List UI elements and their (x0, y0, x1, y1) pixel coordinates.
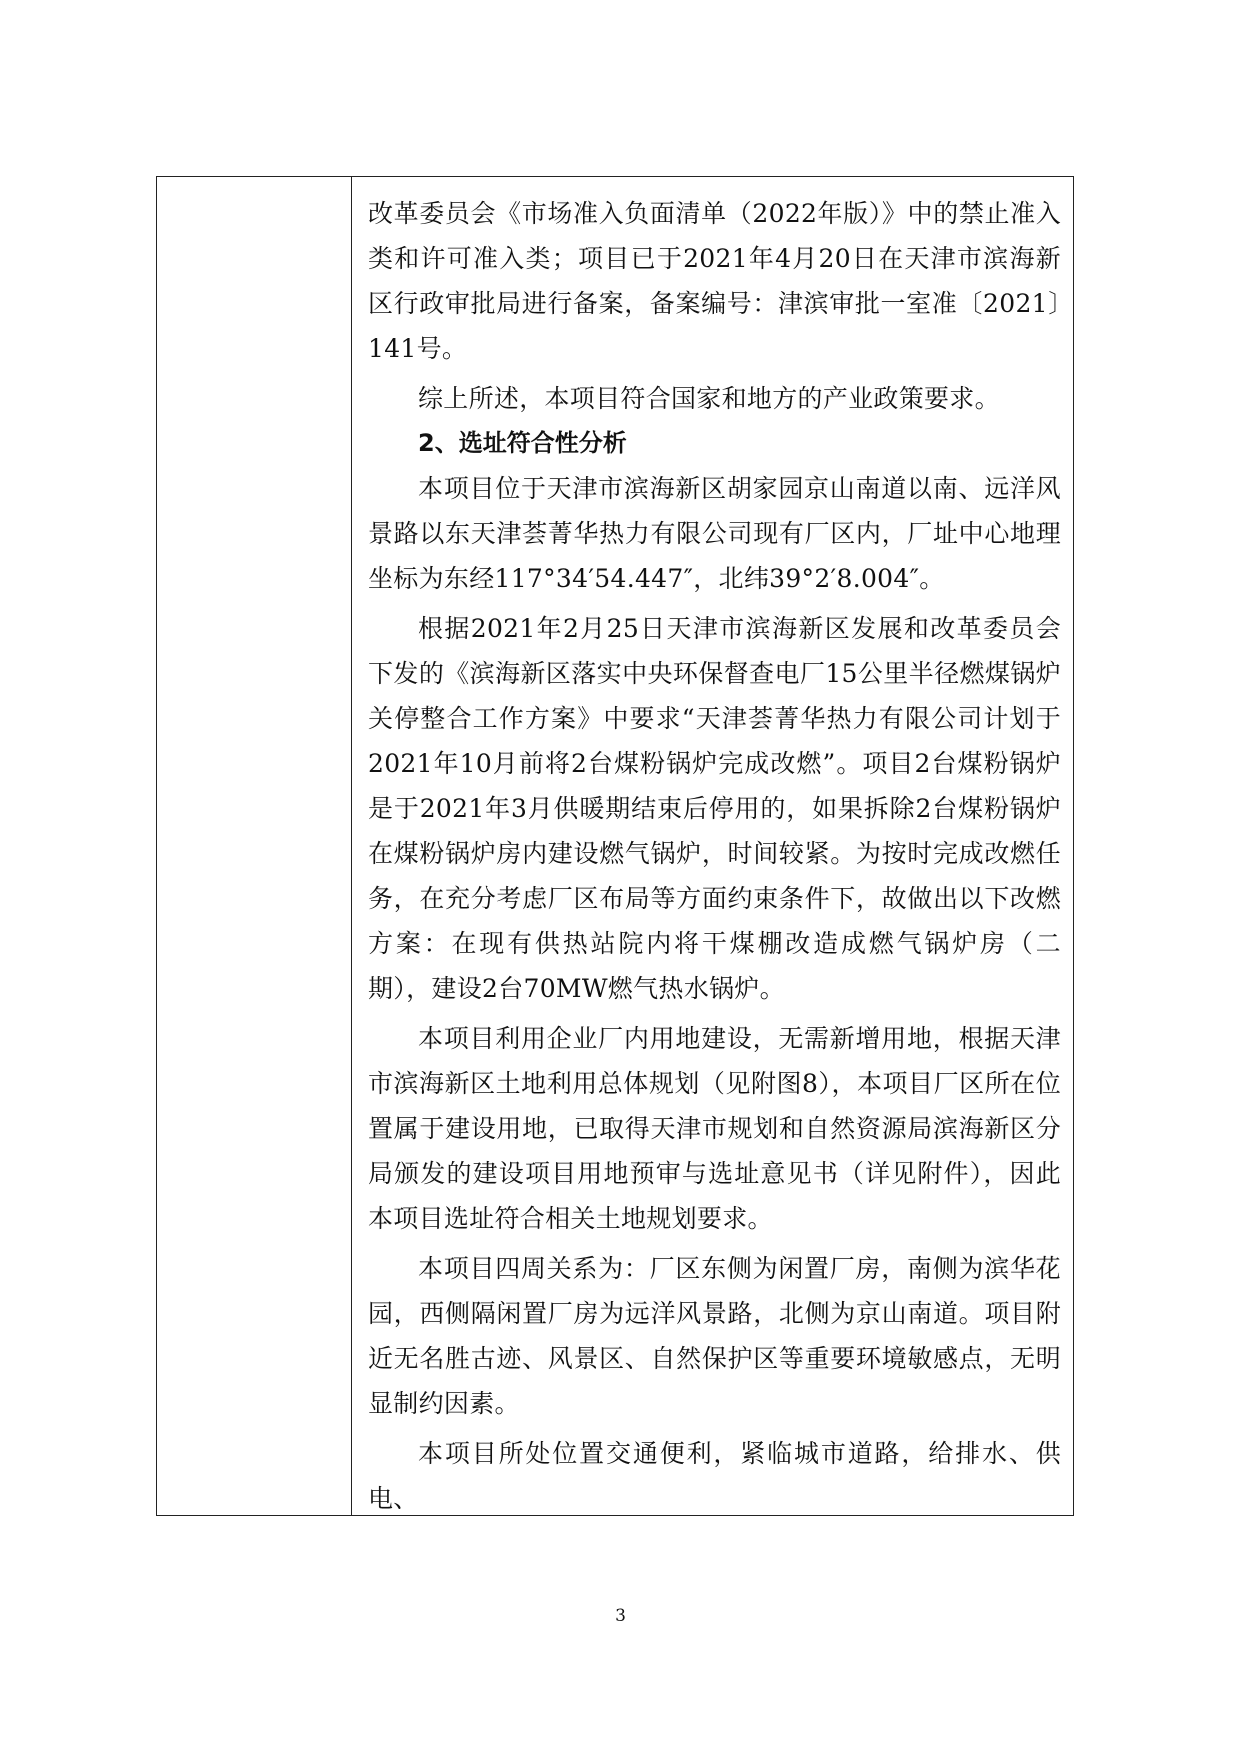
paragraph-surroundings: 本项目四周关系为：厂区东侧为闲置厂房，南侧为滨华花园，西侧隔闲置厂房为远洋风景路，北侧为京山南道。项目附近无名胜古迹、风景区、自然保护区等重要环境敏感点，无明显制约因素。 (368, 1254, 1061, 1418)
paragraph-land-use: 本项目利用企业厂内用地建设，无需新增用地，根据天津市滨海新区土地利用总体规划（见附图8），本项目厂区所在位置属于建设用地，已取得天津市规划和自然资源局滨海新区分局颁发的建设项目用地预审与选址意见书（详见附件），因此本项目选址符合相关土地规划要求。 (368, 1024, 1061, 1233)
page-number: 3 (615, 1606, 626, 1626)
table-label-cell (157, 177, 352, 1515)
paragraph-conversion-plan: 根据2021年2月25日天津市滨海新区发展和改革委员会下发的《滨海新区落实中央环保督查电厂15公里半径燃煤锅炉关停整合工作方案》中要求“天津荟菁华热力有限公司计划于2021年10月前将2台煤粉锅炉完成改燃”。项目2台煤粉锅炉是于2021年3月供暖期结束后停用的，如果拆除2台煤粉锅炉在煤粉锅炉房内建设燃气锅炉，时间较紧。为按时完成改燃任务，在充分考虑厂区布局等方面约束条件下，故做出以下改燃方案：在现有供热站院内将干煤棚改造成燃气锅炉房（二期），建设2台70MW燃气热水锅炉。 (368, 614, 1061, 1003)
paragraph-policy-continuation: 改革委员会《市场准入负面清单（2022年版）》中的禁止准入类和许可准入类；项目已于2021年4月20日在天津市滨海新区行政审批局进行备案，备案编号：津滨审批一室准〔2021〕141号。 (368, 199, 1061, 363)
paragraph-transportation: 本项目所处位置交通便利，紧临城市道路，给排水、供电、 (368, 1439, 1061, 1513)
table-content-cell (352, 177, 1073, 1515)
content-table (156, 176, 1074, 1516)
paragraph-policy-conclusion: 综上所述，本项目符合国家和地方的产业政策要求。 (418, 384, 1000, 413)
paragraph-location: 本项目位于天津市滨海新区胡家园京山南道以南、远洋风景路以东天津荟菁华热力有限公司现有厂区内，厂址中心地理坐标为东经117°34′54.447″，北纬39°2′8.004″。 (368, 474, 1061, 593)
section-heading-site-selection: 2、选址符合性分析 (418, 429, 627, 457)
